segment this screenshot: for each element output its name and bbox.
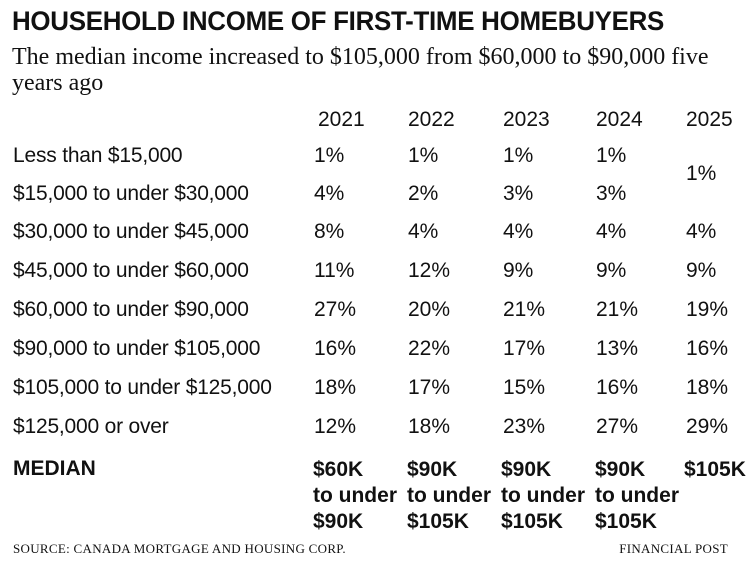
- table-cell: 16%: [596, 376, 639, 399]
- row-label: $30,000 to under $45,000: [13, 220, 249, 243]
- median-line: to under: [595, 484, 679, 507]
- year-header-2021: 2021: [318, 108, 365, 131]
- year-header-2022: 2022: [408, 108, 455, 131]
- table-cell: 9%: [686, 259, 717, 282]
- table-cell: 2%: [408, 182, 439, 205]
- table-cell: 4%: [314, 182, 345, 205]
- median-line: $60K: [313, 458, 364, 481]
- table-cell: 4%: [686, 220, 717, 243]
- table-cell: 16%: [314, 337, 357, 360]
- table-cell: 23%: [503, 415, 546, 438]
- merged-cell-2025: 1%: [686, 162, 717, 185]
- median-value-2025: [684, 457, 746, 483]
- table-cell: 3%: [596, 182, 627, 205]
- median-line: to under: [501, 484, 585, 507]
- table-cell: 27%: [596, 415, 639, 438]
- table-cell: 12%: [408, 259, 451, 282]
- table-cell: 3%: [503, 182, 534, 205]
- median-value-2022: [407, 457, 491, 535]
- row-label: $90,000 to under $105,000: [13, 337, 261, 360]
- median-label: MEDIAN: [13, 457, 96, 480]
- year-header-2023: 2023: [503, 108, 550, 131]
- table-cell: 22%: [408, 337, 451, 360]
- publisher-credit: FINANCIAL POST: [619, 541, 728, 556]
- table-cell: 17%: [503, 337, 546, 360]
- median-line: $105K: [501, 510, 563, 533]
- table-cell: 11%: [314, 259, 355, 282]
- table-cell: 20%: [408, 298, 451, 321]
- table-cell: 8%: [314, 220, 345, 243]
- row-label: $125,000 or over: [13, 415, 169, 438]
- median-value-2021: [313, 457, 397, 535]
- table-cell: 4%: [503, 220, 534, 243]
- table-cell: 1%: [314, 144, 345, 167]
- table-cell: 4%: [408, 220, 439, 243]
- table-cell: 16%: [686, 337, 729, 360]
- row-label: $15,000 to under $30,000: [13, 182, 249, 205]
- median-line: $90K: [595, 458, 646, 481]
- table-cell: 29%: [686, 415, 729, 438]
- chart-title: HOUSEHOLD INCOME OF FIRST-TIME HOMEBUYERS: [12, 6, 665, 36]
- table-cell: 4%: [596, 220, 627, 243]
- median-line: $90K: [501, 458, 552, 481]
- median-line: to under: [407, 484, 491, 507]
- year-header-2025: 2025: [686, 108, 733, 131]
- table-cell: 9%: [503, 259, 534, 282]
- table-cell: 1%: [408, 144, 439, 167]
- source-note: SOURCE: CANADA MORTGAGE AND HOUSING CORP.: [13, 541, 346, 556]
- table-cell: 27%: [314, 298, 357, 321]
- chart-subtitle: The median income increased to $105,000 from $60,000 to $90,000 five years ago: [12, 44, 709, 96]
- table-cell: 12%: [314, 415, 357, 438]
- row-label: Less than $15,000: [13, 144, 183, 167]
- table-cell: 18%: [686, 376, 729, 399]
- table-cell: 21%: [596, 298, 639, 321]
- table-cell: 15%: [503, 376, 546, 399]
- table-cell: 1%: [503, 144, 534, 167]
- median-line: $90K: [407, 458, 458, 481]
- table-cell: 13%: [596, 337, 639, 360]
- table-cell: 18%: [408, 415, 451, 438]
- median-line: $90K: [313, 510, 364, 533]
- table-cell: 19%: [686, 298, 729, 321]
- row-label: $45,000 to under $60,000: [13, 259, 249, 282]
- median-line: $105K: [595, 510, 657, 533]
- median-value-2023: [501, 457, 585, 535]
- table-cell: 21%: [503, 298, 546, 321]
- year-header-2024: 2024: [596, 108, 643, 131]
- table-cell: 9%: [596, 259, 627, 282]
- median-line: $105K: [684, 458, 746, 481]
- table-cell: 18%: [314, 376, 357, 399]
- row-label: $60,000 to under $90,000: [13, 298, 249, 321]
- table-cell: 17%: [408, 376, 451, 399]
- median-line: $105K: [407, 510, 469, 533]
- median-value-2024: [595, 457, 679, 535]
- median-line: to under: [313, 484, 397, 507]
- row-label: $105,000 to under $125,000: [13, 376, 272, 399]
- table-cell: 1%: [596, 144, 627, 167]
